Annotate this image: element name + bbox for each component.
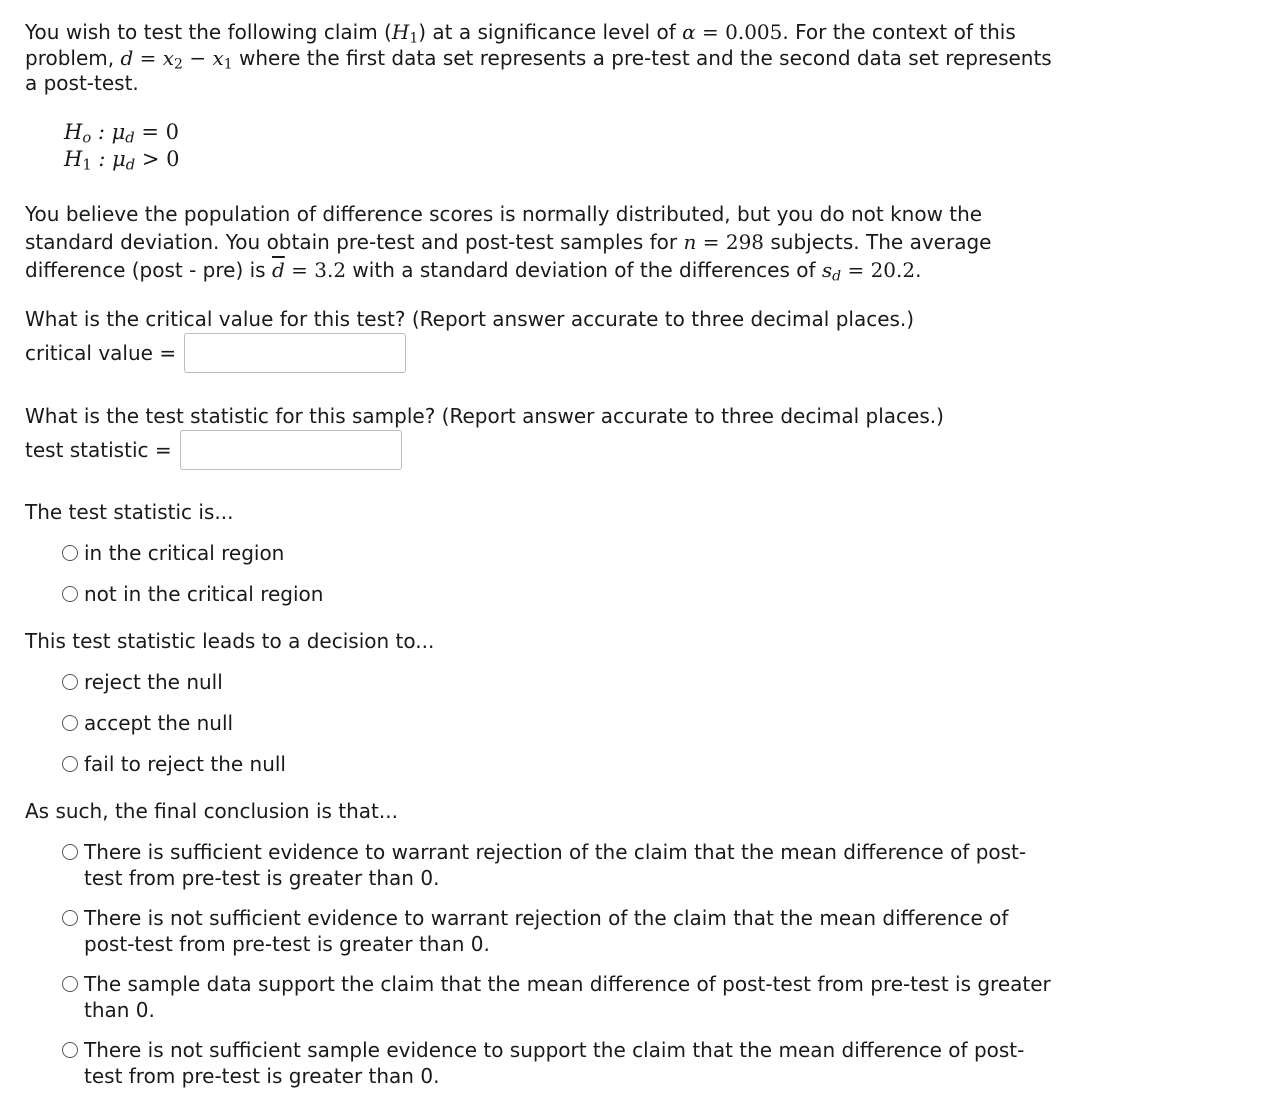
conclusion-option[interactable] (62, 1038, 1062, 1089)
intro-text-2: ) at a significance level of (418, 20, 683, 44)
sd-symbol: s (821, 258, 833, 282)
conclusion-option[interactable] (62, 840, 1062, 891)
intro-text-3: . For the context of this problem, (25, 20, 1016, 70)
radio-button[interactable] (62, 674, 78, 690)
context-text-2: subjects. The average difference (post - pre) is (25, 230, 992, 282)
null-hypothesis: $H_o$ : $\mu_d = 0$ (64, 120, 179, 147)
conclusion-question: As such, the final conclusion is that... (25, 799, 398, 823)
dbar-value: 3.2 (314, 258, 347, 282)
decision-question: This test statistic leads to a decision to... (25, 629, 435, 653)
radio-button[interactable] (62, 910, 78, 926)
test-statistic-input[interactable] (180, 430, 402, 470)
n-symbol: n (683, 230, 697, 254)
decision-option-label: fail to reject the null (84, 752, 286, 776)
n-value: 298 (725, 230, 765, 254)
dbar-eq: = (284, 258, 315, 282)
conclusion-option-label: There is not sufficient evidence to warrant rejection of the claim that the mean difference of post-test from pre-test is greater than 0. (84, 906, 1009, 956)
conclusion-option-label: The sample data support the claim that the mean difference of post-test from pre-test is greater than 0. (84, 972, 1051, 1022)
critical-value-row (25, 333, 406, 373)
conclusion-option[interactable] (62, 972, 1062, 1023)
critical-value-input[interactable] (184, 333, 406, 373)
decision-option[interactable] (62, 711, 1062, 737)
radio-button[interactable] (62, 586, 78, 602)
region-option-label: in the critical region (84, 541, 285, 565)
region-question: The test statistic is... (25, 500, 234, 524)
context-text-1: You believe the population of difference scores is normally distributed, but you do not know the standard deviation. You obtain pre-test and post-test samples for (25, 202, 983, 254)
sd-sub: d (832, 268, 842, 285)
claim-sub: 1 (409, 30, 419, 47)
region-option[interactable] (62, 582, 1062, 608)
test-statistic-question: What is the test statistic for this sample? (Report answer accurate to three decimal places.) (25, 404, 944, 428)
context-text-3: with a standard deviation of the differences of (346, 258, 822, 282)
x1-symbol: x (212, 45, 224, 70)
test-statistic-row (25, 430, 402, 470)
critical-value-question: What is the critical value for this test? (Report answer accurate to three decimal places.) (25, 307, 915, 331)
radio-button[interactable] (62, 715, 78, 731)
radio-button[interactable] (62, 1042, 78, 1058)
dbar-symbol: $\overline{d}$ (271, 258, 285, 282)
x2-symbol: x (162, 45, 175, 70)
context-text-4: . (915, 258, 922, 282)
decision-option-label: accept the null (84, 711, 234, 735)
claim-symbol: H (391, 20, 410, 44)
n-eq: = (696, 230, 726, 254)
intro-text-1: You wish to test the following claim ( (25, 20, 392, 44)
radio-button[interactable] (62, 844, 78, 860)
region-option[interactable] (62, 541, 1062, 567)
minus-sign: − (182, 45, 213, 70)
d-eq: = (133, 45, 163, 70)
context-paragraph (25, 200, 1065, 284)
radio-button[interactable] (62, 976, 78, 992)
decision-option[interactable] (62, 670, 1062, 696)
d-symbol: d (120, 45, 134, 70)
intro-text-4: where the first data set represents a pre-test and the second data set represents a post-test. (25, 45, 1052, 95)
alpha-eq: = (695, 20, 726, 44)
conclusion-option-label: There is sufficient evidence to warrant rejection of the claim that the mean difference of post-test from pre-test is greater than 0. (84, 840, 1027, 890)
decision-option[interactable] (62, 752, 1062, 778)
test-statistic-label: test statistic = (25, 438, 172, 462)
intro-paragraph (25, 20, 1065, 97)
alternative-hypothesis: $H_1$ : $\mu_d > 0$ (64, 147, 180, 174)
decision-option-label: reject the null (84, 670, 223, 694)
alpha-symbol: α (682, 20, 696, 44)
radio-button[interactable] (62, 545, 78, 561)
conclusion-option[interactable] (62, 906, 1062, 957)
conclusion-option-label: There is not sufficient sample evidence to support the claim that the mean difference of post-test from pre-test is greater than 0. (84, 1038, 1025, 1088)
sd-value: 20.2 (870, 258, 916, 282)
region-option-label: not in the critical region (84, 582, 324, 606)
x1-sub: 1 (223, 56, 233, 72)
alpha-value: 0.005 (725, 20, 783, 44)
radio-button[interactable] (62, 756, 78, 772)
critical-value-label: critical value = (25, 341, 177, 365)
sd-eq: = (841, 258, 871, 282)
x2-sub: 2 (174, 56, 183, 72)
